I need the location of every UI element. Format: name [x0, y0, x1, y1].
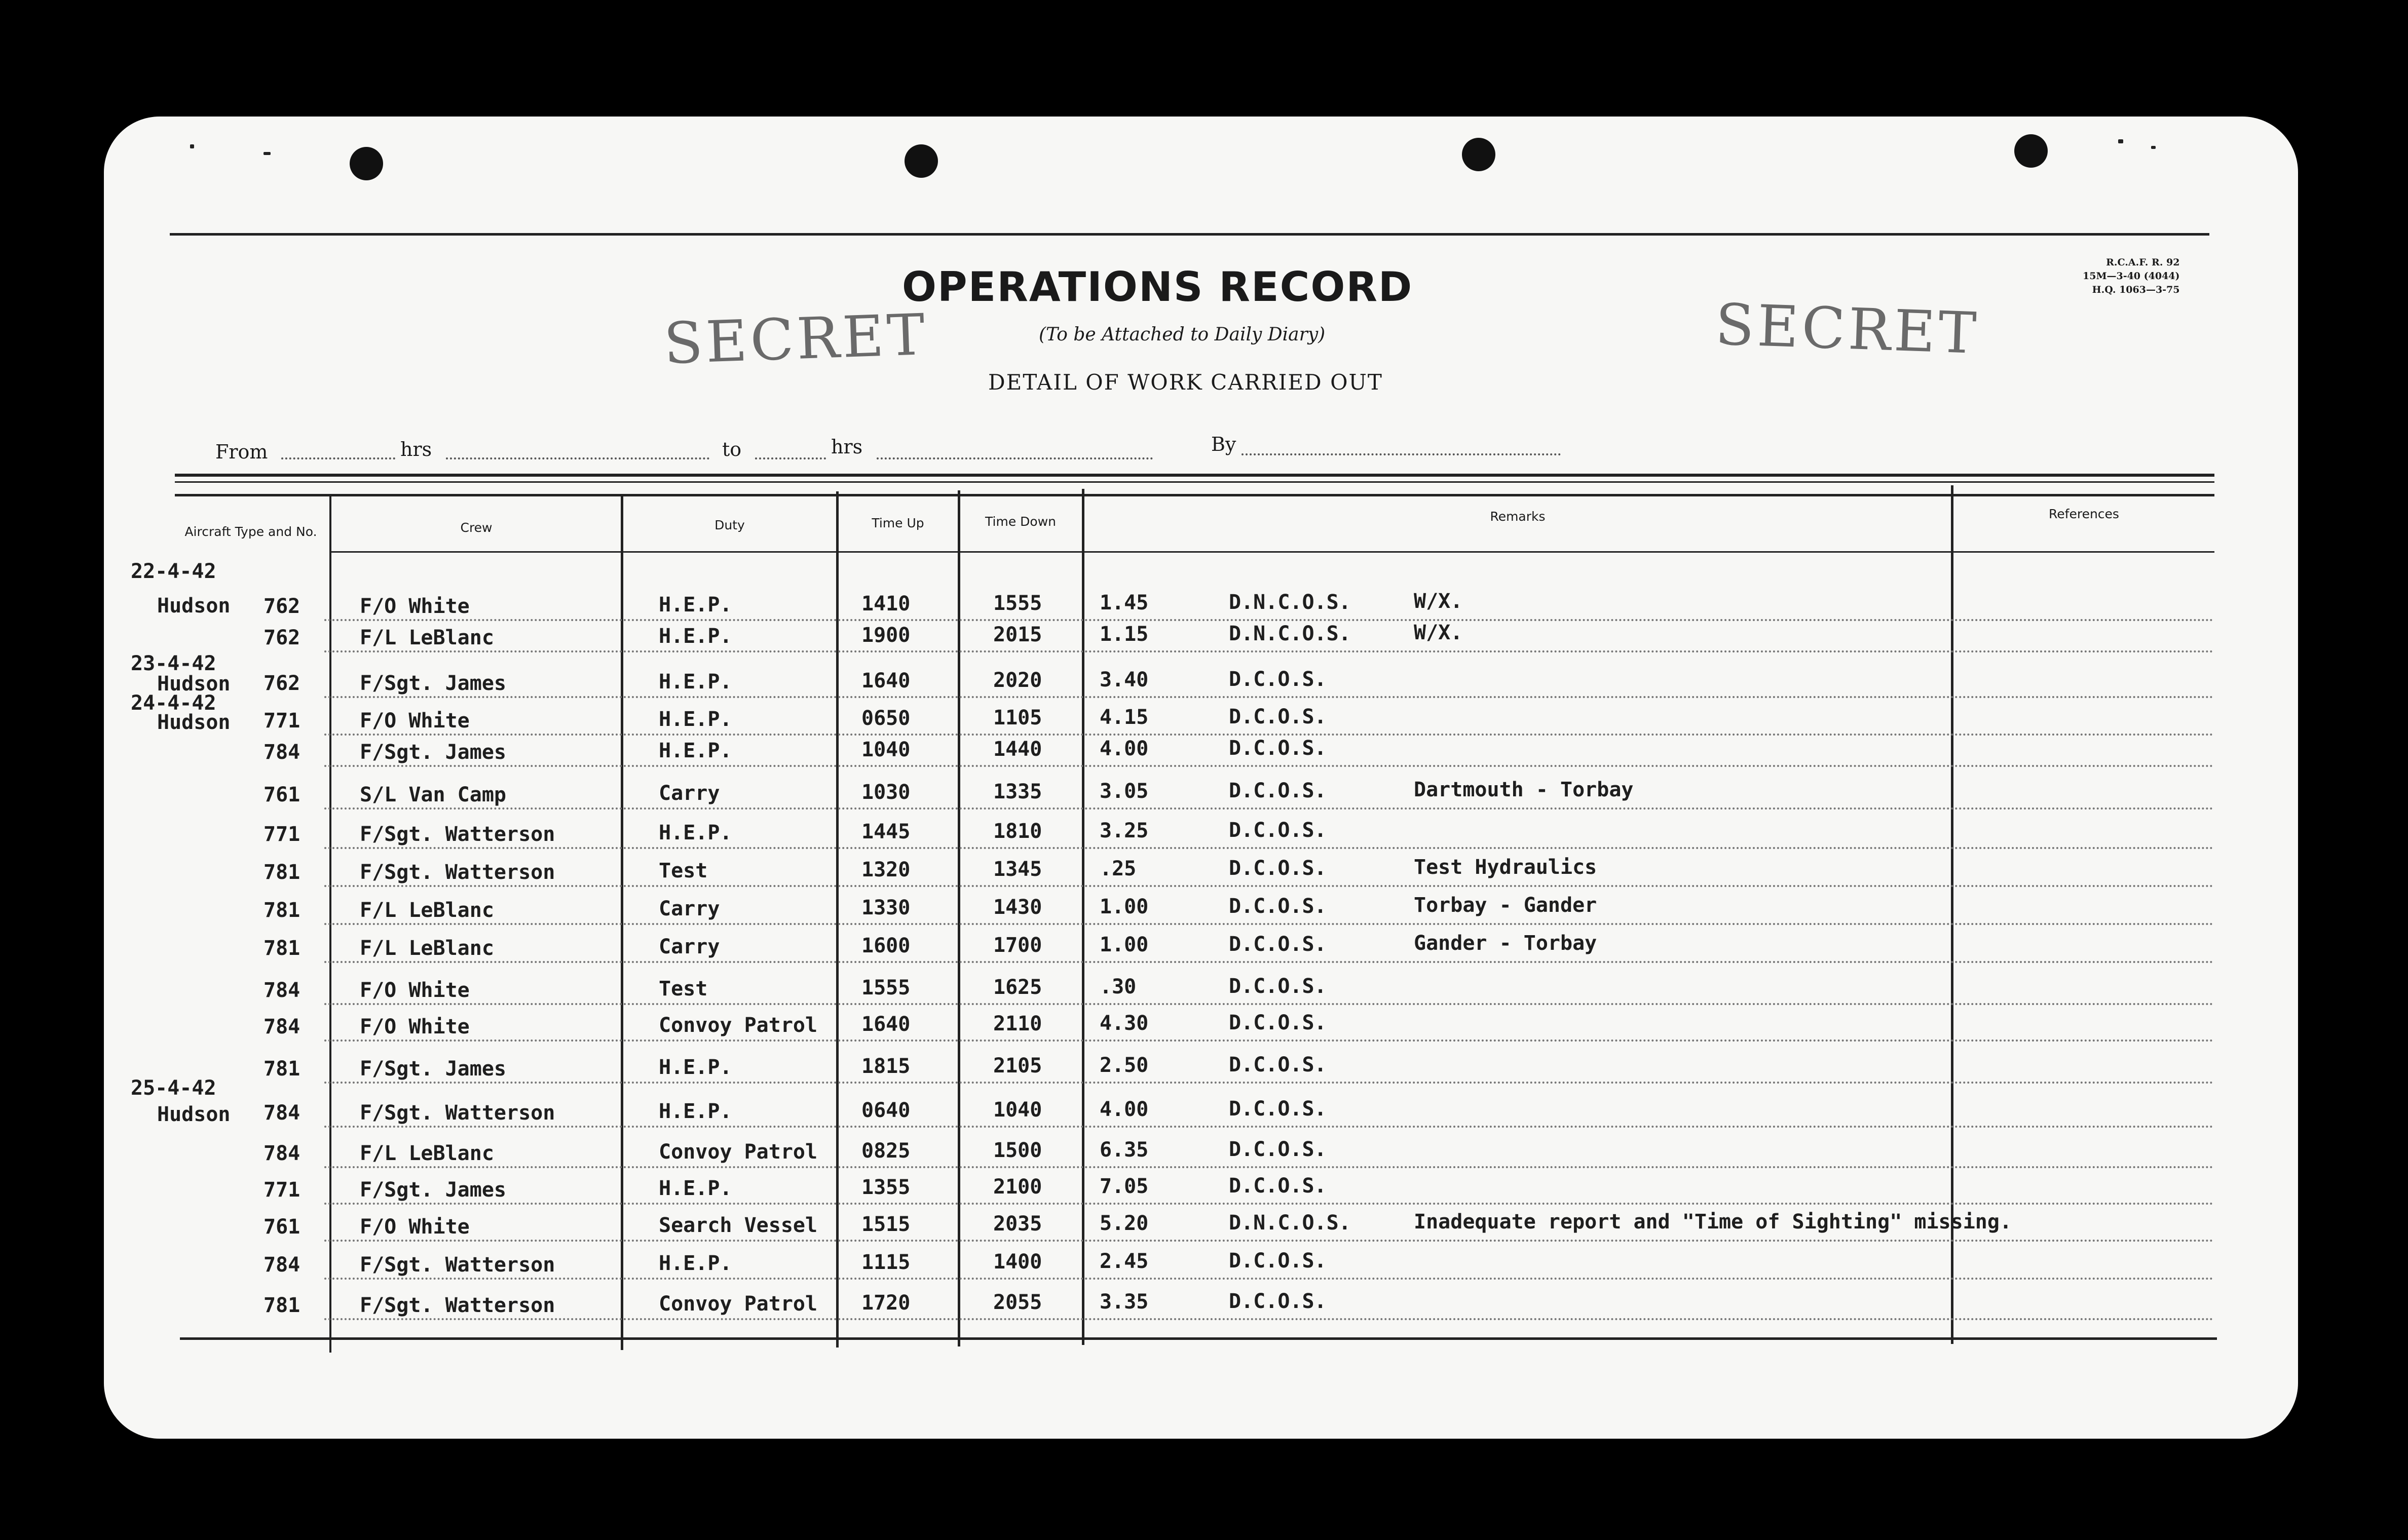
- crew-cell: F/O White: [360, 1015, 470, 1038]
- status-code-cell: D.C.O.S.: [1229, 933, 1327, 956]
- aircraft-number: 762: [264, 672, 300, 695]
- aircraft-number: 771: [264, 823, 300, 846]
- row-rule: [324, 961, 2214, 963]
- row-rule: [324, 1003, 2214, 1005]
- status-code-cell: D.C.O.S.: [1229, 779, 1327, 802]
- duration-cell: 3.25: [1100, 819, 1149, 842]
- aircraft-number: 784: [264, 979, 300, 1002]
- crew-cell: F/Sgt. Watterson: [360, 1253, 555, 1277]
- time-up-cell: 1115: [861, 1251, 911, 1274]
- hrs-label: hrs: [400, 438, 432, 460]
- duty-cell: Search Vessel: [659, 1214, 818, 1237]
- row-rule: [324, 807, 2214, 810]
- time-up-cell: 1720: [861, 1291, 911, 1315]
- aircraft-number: 781: [264, 861, 300, 884]
- aircraft-type-label: Hudson: [157, 594, 231, 618]
- form-code-line: 15M—3-40 (4044): [2083, 271, 2180, 282]
- aircraft-number: 781: [264, 1057, 300, 1081]
- crew-cell: F/Sgt. Watterson: [360, 1101, 555, 1125]
- duration-cell: 4.30: [1100, 1012, 1149, 1035]
- speck: [190, 144, 194, 148]
- remark-cell: Gander - Torbay: [1414, 932, 1597, 955]
- page-subtitle: (To be Attached to Daily Diary): [1039, 324, 1326, 345]
- status-code-cell: D.C.O.S.: [1229, 1097, 1327, 1121]
- aircraft-number: 784: [264, 1015, 300, 1038]
- secret-stamp-left: SECRET: [662, 301, 929, 377]
- remark-cell: W/X.: [1414, 590, 1463, 613]
- aircraft-number: 781: [264, 899, 300, 922]
- time-down-cell: 1430: [993, 896, 1042, 919]
- row-rule: [324, 1278, 2214, 1280]
- aircraft-number: 762: [264, 595, 300, 618]
- date-blank-2: [877, 457, 1153, 459]
- duty-cell: Convoy Patrol: [659, 1014, 818, 1037]
- date-label: 25-4-42: [131, 1076, 216, 1100]
- row-rule: [324, 847, 2214, 849]
- column-rule: [1082, 489, 1084, 1345]
- duty-cell: Carry: [659, 782, 720, 805]
- time-down-cell: 1105: [993, 706, 1042, 729]
- to-blank: [755, 457, 826, 459]
- top-rule: [170, 233, 2209, 236]
- crew-cell: F/L LeBlanc: [360, 937, 494, 960]
- time-down-cell: 1555: [993, 592, 1042, 615]
- time-down-cell: 1625: [993, 976, 1042, 999]
- time-down-cell: 1335: [993, 780, 1042, 803]
- status-code-cell: D.C.O.S.: [1229, 1138, 1327, 1161]
- status-code-cell: D.C.O.S.: [1229, 975, 1327, 998]
- duty-cell: H.E.P.: [659, 1177, 732, 1200]
- date-label: 22-4-42: [131, 560, 216, 583]
- row-rule: [324, 1318, 2214, 1320]
- row-rule: [324, 696, 2214, 698]
- aircraft-number: 761: [264, 783, 300, 806]
- aircraft-number: 781: [264, 937, 300, 960]
- aircraft-number: 781: [264, 1294, 300, 1317]
- speck: [264, 152, 271, 155]
- crew-cell: F/Sgt. James: [360, 672, 506, 695]
- row-rule: [324, 885, 2214, 887]
- duration-cell: 1.45: [1100, 591, 1149, 614]
- crew-cell: F/Sgt. James: [360, 1057, 506, 1081]
- row-rule: [324, 734, 2214, 736]
- time-down-cell: 1700: [993, 934, 1042, 957]
- hrs-label-2: hrs: [831, 436, 863, 458]
- by-label: By: [1211, 433, 1236, 455]
- row-rule: [324, 1126, 2214, 1128]
- duty-cell: Test: [659, 977, 708, 1000]
- time-down-cell: 2055: [993, 1291, 1042, 1314]
- remark-cell: Dartmouth - Torbay: [1414, 778, 1634, 801]
- aircraft-number: 784: [264, 1101, 300, 1125]
- time-up-cell: 1445: [861, 820, 911, 843]
- time-up-cell: 1900: [861, 624, 911, 647]
- time-down-cell: 1500: [993, 1139, 1042, 1162]
- duty-cell: Convoy Patrol: [659, 1140, 818, 1164]
- row-rule: [324, 1082, 2214, 1084]
- detail-heading: DETAIL OF WORK CARRIED OUT: [988, 370, 1383, 395]
- aircraft-type-label: Hudson: [157, 672, 231, 696]
- header-underline: [329, 551, 2214, 553]
- row-rule: [324, 1203, 2214, 1205]
- status-code-cell: D.C.O.S.: [1229, 1249, 1327, 1273]
- duty-cell: Carry: [659, 897, 720, 920]
- status-code-cell: D.C.O.S.: [1229, 1011, 1327, 1034]
- row-rule: [324, 619, 2214, 621]
- aircraft-number: 784: [264, 741, 300, 764]
- col-crew: Crew: [460, 520, 493, 535]
- duty-cell: H.E.P.: [659, 1100, 732, 1123]
- time-up-cell: 1410: [861, 592, 911, 615]
- row-rule: [324, 923, 2214, 925]
- time-up-cell: 1355: [861, 1176, 911, 1199]
- remark-cell: Inadequate report and "Time of Sighting" missing.: [1414, 1210, 2012, 1234]
- time-down-cell: 2035: [993, 1212, 1042, 1236]
- status-code-cell: D.C.O.S.: [1229, 1290, 1327, 1313]
- remark-cell: Torbay - Gander: [1414, 894, 1597, 917]
- remark-cell: W/X.: [1414, 621, 1463, 644]
- crew-cell: F/Sgt. James: [360, 741, 506, 764]
- duration-cell: 1.15: [1100, 623, 1149, 646]
- time-up-cell: 1600: [861, 934, 911, 957]
- duty-cell: H.E.P.: [659, 593, 732, 617]
- status-code-cell: D.C.O.S.: [1229, 819, 1327, 842]
- duty-cell: H.E.P.: [659, 1252, 732, 1275]
- from-blank: [281, 457, 395, 459]
- status-code-cell: D.N.C.O.S.: [1229, 591, 1351, 614]
- duration-cell: 3.40: [1100, 668, 1149, 691]
- row-rule: [324, 1166, 2214, 1168]
- column-rule: [621, 494, 623, 1350]
- time-down-cell: 2020: [993, 669, 1042, 692]
- time-down-cell: 1040: [993, 1098, 1042, 1122]
- duration-cell: 1.00: [1100, 895, 1149, 918]
- row-rule: [324, 1240, 2214, 1242]
- form-code-line: R.C.A.F. R. 92: [2106, 257, 2180, 268]
- duration-cell: 3.35: [1100, 1290, 1149, 1314]
- table-bottom-rule: [180, 1337, 2217, 1340]
- crew-cell: F/L LeBlanc: [360, 626, 494, 649]
- status-code-cell: D.C.O.S.: [1229, 857, 1327, 880]
- col-references: References: [2049, 507, 2119, 521]
- duty-cell: H.E.P.: [659, 739, 732, 762]
- time-up-cell: 1330: [861, 896, 911, 919]
- speck: [2151, 146, 2156, 149]
- time-up-cell: 1515: [861, 1213, 911, 1236]
- crew-cell: F/O White: [360, 979, 470, 1002]
- crew-cell: S/L Van Camp: [360, 783, 506, 806]
- punch-hole: [2014, 134, 2048, 168]
- col-time-up: Time Up: [872, 516, 924, 530]
- time-up-cell: 1815: [861, 1055, 911, 1078]
- speck: [2118, 139, 2123, 143]
- time-up-cell: 1640: [861, 1013, 911, 1036]
- crew-cell: F/Sgt. Watterson: [360, 823, 555, 846]
- aircraft-number: 784: [264, 1253, 300, 1277]
- duration-cell: 2.50: [1100, 1054, 1149, 1077]
- table-top-rule: [175, 474, 2214, 477]
- crew-cell: F/Sgt. Watterson: [360, 861, 555, 884]
- table-top-rule: [175, 481, 2214, 483]
- duty-cell: H.E.P.: [659, 821, 732, 844]
- duration-cell: 6.35: [1100, 1138, 1149, 1162]
- time-down-cell: 2100: [993, 1175, 1042, 1199]
- status-code-cell: D.C.O.S.: [1229, 1174, 1327, 1198]
- table-top-rule: [175, 494, 2214, 496]
- crew-cell: F/Sgt. James: [360, 1178, 506, 1202]
- duration-cell: .30: [1100, 975, 1137, 998]
- duration-cell: .25: [1100, 857, 1137, 880]
- status-code-cell: D.N.C.O.S.: [1229, 1211, 1351, 1235]
- time-down-cell: 2015: [993, 623, 1042, 646]
- duty-cell: Carry: [659, 935, 720, 958]
- punch-hole: [350, 147, 383, 180]
- crew-cell: F/L LeBlanc: [360, 899, 494, 922]
- crew-cell: F/O White: [360, 1215, 470, 1239]
- aircraft-number: 762: [264, 626, 300, 649]
- duty-cell: Test: [659, 859, 708, 882]
- duty-cell: H.E.P.: [659, 670, 732, 694]
- time-up-cell: 0825: [861, 1139, 911, 1163]
- aircraft-number: 784: [264, 1142, 300, 1165]
- to-label: to: [722, 438, 742, 460]
- punch-hole: [905, 144, 938, 178]
- duration-cell: 3.05: [1100, 780, 1149, 803]
- status-code-cell: D.C.O.S.: [1229, 1053, 1327, 1076]
- aircraft-number: 761: [264, 1215, 300, 1239]
- duration-cell: 7.05: [1100, 1175, 1149, 1198]
- row-rule: [324, 650, 2214, 652]
- duration-cell: 4.00: [1100, 737, 1149, 760]
- crew-cell: F/L LeBlanc: [360, 1142, 494, 1165]
- status-code-cell: D.C.O.S.: [1229, 737, 1327, 760]
- time-up-cell: 0650: [861, 707, 911, 730]
- time-down-cell: 1345: [993, 858, 1042, 881]
- status-code-cell: D.C.O.S.: [1229, 895, 1327, 918]
- duty-cell: H.E.P.: [659, 1056, 732, 1079]
- time-down-cell: 1440: [993, 738, 1042, 761]
- time-up-cell: 0640: [861, 1099, 911, 1122]
- status-code-cell: D.N.C.O.S.: [1229, 622, 1351, 645]
- time-up-cell: 1320: [861, 858, 911, 881]
- punch-hole: [1462, 138, 1495, 171]
- duty-cell: H.E.P.: [659, 708, 732, 731]
- duration-cell: 4.15: [1100, 706, 1149, 729]
- crew-cell: F/O White: [360, 709, 470, 733]
- secret-stamp-right: SECRET: [1714, 291, 1981, 367]
- time-down-cell: 1400: [993, 1250, 1042, 1274]
- duration-cell: 4.00: [1100, 1098, 1149, 1121]
- col-duty: Duty: [714, 518, 745, 532]
- duty-cell: Convoy Patrol: [659, 1292, 818, 1316]
- duration-cell: 2.45: [1100, 1250, 1149, 1273]
- aircraft-type-label: Hudson: [157, 1103, 231, 1126]
- time-down-cell: 1810: [993, 820, 1042, 843]
- aircraft-number: 771: [264, 709, 300, 733]
- col-aircraft: Aircraft Type and No.: [184, 524, 317, 539]
- row-rule: [324, 1040, 2214, 1042]
- status-code-cell: D.C.O.S.: [1229, 668, 1327, 691]
- col-time-down: Time Down: [985, 514, 1056, 529]
- by-blank: [1241, 453, 1561, 455]
- date-blank: [446, 457, 709, 459]
- time-down-cell: 2110: [993, 1012, 1042, 1035]
- crew-cell: F/Sgt. Watterson: [360, 1294, 555, 1317]
- time-up-cell: 1640: [861, 669, 911, 692]
- col-remarks: Remarks: [1490, 509, 1546, 524]
- date-label: 24-4-42: [131, 691, 216, 715]
- crew-cell: F/O White: [360, 595, 470, 618]
- aircraft-type-label: Hudson: [157, 711, 231, 734]
- form-code-line: H.Q. 1063—3-75: [2092, 284, 2180, 295]
- page-title: OPERATIONS RECORD: [902, 263, 1413, 311]
- status-code-cell: D.C.O.S.: [1229, 705, 1327, 728]
- time-down-cell: 2105: [993, 1054, 1042, 1077]
- form-code: [2083, 256, 2180, 297]
- duration-cell: 5.20: [1100, 1212, 1149, 1235]
- time-up-cell: 1030: [861, 781, 911, 804]
- row-rule: [324, 765, 2214, 767]
- time-up-cell: 1555: [861, 976, 911, 999]
- date-label: 23-4-42: [131, 652, 216, 675]
- from-label: From: [215, 441, 268, 463]
- duration-cell: 1.00: [1100, 933, 1149, 956]
- duty-cell: H.E.P.: [659, 625, 732, 648]
- remark-cell: Test Hydraulics: [1414, 856, 1597, 879]
- time-up-cell: 1040: [861, 738, 911, 761]
- aircraft-number: 771: [264, 1178, 300, 1202]
